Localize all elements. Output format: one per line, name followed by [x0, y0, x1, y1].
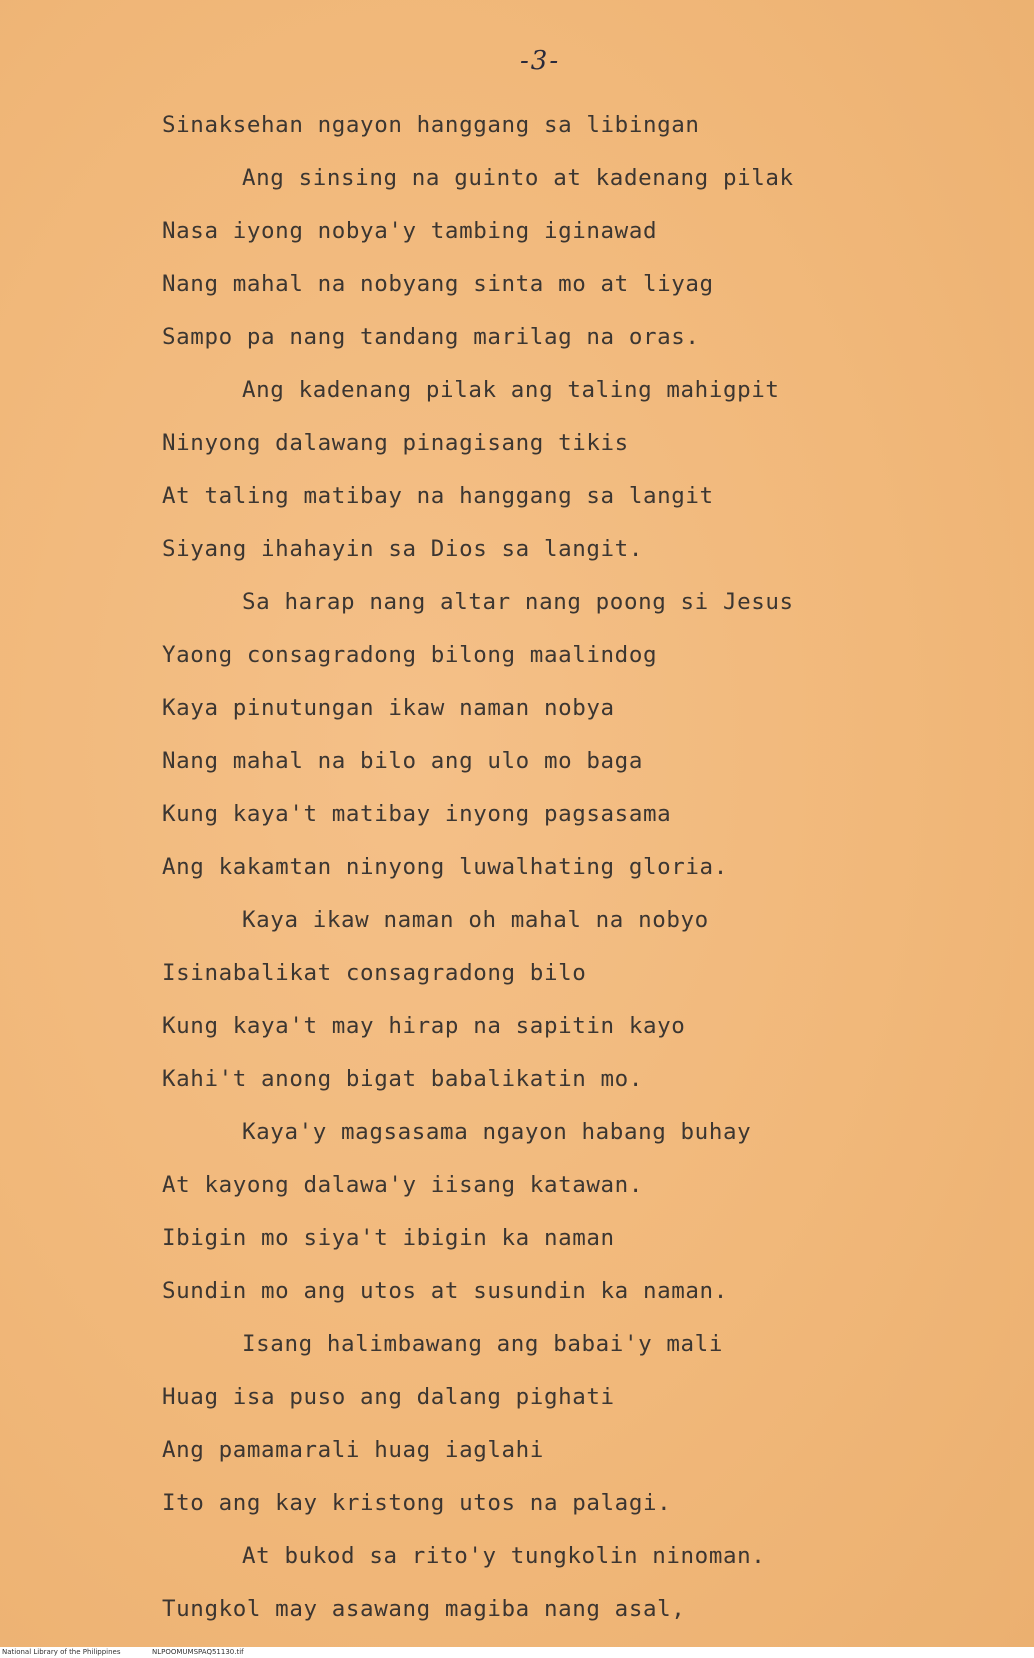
text-line: Ninyong dalawang pinagisang tikis	[162, 430, 629, 456]
text-line: At bukod sa rito'y tungkolin ninoman.	[242, 1543, 766, 1569]
text-line: Tungkol may asawang magiba nang asal,	[162, 1596, 686, 1622]
text-line: Sampo pa nang tandang marilag na oras.	[162, 324, 700, 350]
scan-footer	[0, 1647, 1034, 1658]
text-line: At kayong dalawa'y iisang katawan.	[162, 1172, 643, 1198]
text-line: Huag isa puso ang dalang pighati	[162, 1384, 615, 1410]
library-credit: National Library of the Philippines	[2, 1648, 121, 1656]
text-line: Sa harap nang altar nang poong si Jesus	[242, 589, 794, 615]
text-line: Kung kaya't matibay inyong pagsasama	[162, 801, 672, 827]
text-line: Kaya ikaw naman oh mahal na nobyo	[242, 907, 709, 933]
text-line: At taling matibay na hanggang sa langit	[162, 483, 714, 509]
text-line: Ang kakamtan ninyong luwalhating gloria.	[162, 854, 728, 880]
text-line: Kung kaya't may hirap na sapitin kayo	[162, 1013, 686, 1039]
text-line: Nang mahal na bilo ang ulo mo baga	[162, 748, 643, 774]
text-line: Siyang ihahayin sa Dios sa langit.	[162, 536, 643, 562]
text-line: Ibigin mo siya't ibigin ka naman	[162, 1225, 615, 1251]
text-line: Kahi't anong bigat babalikatin mo.	[162, 1066, 643, 1092]
text-line: Yaong consagradong bilong maalindog	[162, 642, 658, 668]
text-line: Nasa iyong nobya'y tambing iginawad	[162, 218, 658, 244]
text-line: Nang mahal na nobyang sinta mo at liyag	[162, 271, 714, 297]
text-line: Ang pamamarali huag iaglahi	[162, 1437, 544, 1463]
text-line: Ang sinsing na guinto at kadenang pilak	[242, 165, 794, 191]
text-line: Isinabalikat consagradong bilo	[162, 960, 587, 986]
text-line: Kaya pinutungan ikaw naman nobya	[162, 695, 615, 721]
page-number: -3-	[520, 46, 561, 76]
text-line: Sundin mo ang utos at susundin ka naman.	[162, 1278, 728, 1304]
text-line: Isang halimbawang ang babai'y mali	[242, 1331, 723, 1357]
text-line: Ang kadenang pilak ang taling mahigpit	[242, 377, 780, 403]
text-line: Kaya'y magsasama ngayon habang buhay	[242, 1119, 752, 1145]
text-line: Ito ang kay kristong utos na palagi.	[162, 1490, 672, 1516]
file-id: NLPOOMUMSPAQ51130.tif	[152, 1648, 244, 1656]
text-line: Sinaksehan ngayon hanggang sa libingan	[162, 112, 700, 138]
